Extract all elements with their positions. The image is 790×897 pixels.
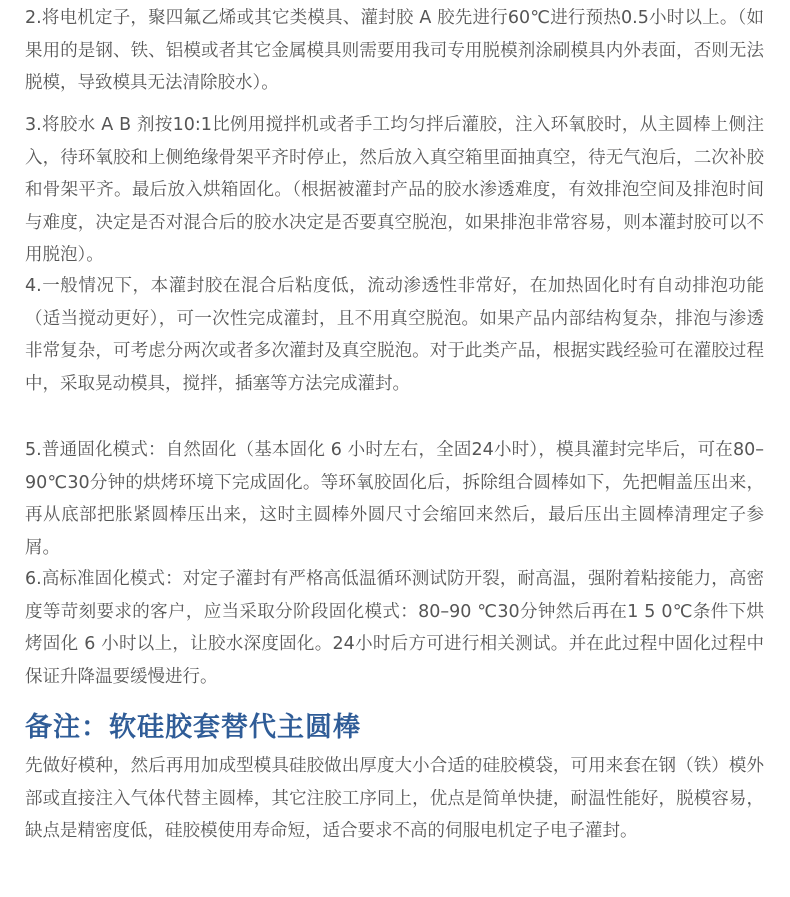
note-body-paragraph: 先做好模种，然后再用加成型模具硅胶做出厚度大小合适的硅胶模袋，可用来套在钢（铁）模外部或直接注入气体代替主圆棒，其它注胶工序同上，优点是简单快捷，耐温性能好，脱模容易，缺点是精密度低，硅胶模使用寿命短，适合要求不高的伺服电机定子电子灌封。 [25,756,764,841]
step-2-paragraph: 2.将电机定子，聚四氟乙烯或其它类模具、灌封胶 A 胶先进行60℃进行预热0.5小时以上。（如果用的是钢、铁、铝模或者其它金属模具则需要用我司专用脱模剂涂刷模具内外表面，否则无法脱模，导致模具无法清除胶水）。 [25,8,764,93]
step-4-paragraph: 4.一般情况下，本灌封胶在混合后粘度低，流动渗透性非常好，在加热固化时有自动排泡功能（适当搅动更好），可一次性完成灌封，且不用真空脱泡。如果产品内部结构复杂，排泡与渗透非常复杂，可考虑分两次或者多次灌封及真空脱泡。对于此类产品，根据实践经验可在灌胶过程中，采取晃动模具，搅拌，插塞等方法完成灌封。 [25,276,764,394]
step-6-paragraph: 6.高标准固化模式：对定子灌封有严格高低温循环测试防开裂，耐高温，强附着粘接能力，高密度等苛刻要求的客户，应当采取分阶段固化模式：80–90 ℃30分钟然后再在1 5 0℃条件下烘烤固化 6 小时以上，让胶水深度固化。24小时后方可进行相关测试。并在此过程中固化过程中保证升降温要缓慢进行。 [25,569,764,687]
step-3-paragraph: 3.将胶水 A B 剂按10:1比例用搅拌机或者手工均匀拌后灌胶，注入环氧胶时，从主圆棒上侧注入，待环氧胶和上侧绝缘骨架平齐时停止，然后放入真空箱里面抽真空，待无气泡后，二次补胶和骨架平齐。最后放入烘箱固化。（根据被灌封产品的胶水渗透难度，有效排泡空间及排泡时间与难度，决定是否对混合后的胶水决定是否要真空脱泡，如果排泡非常容易，则本灌封胶可以不用脱泡）。 [25,115,764,265]
step-5-paragraph: 5.普通固化模式：自然固化（基本固化 6 小时左右，全固24小时），模具灌封完毕后，可在80–90℃30分钟的烘烤环境下完成固化。等环氧胶固化后，拆除组合圆棒如下，先把帽盖压出来，再从底部把胀紧圆棒压出来，这时主圆棒外圆尺寸会缩回来然后，最后压出主圆棒清理定子参屑。 [25,440,764,558]
note-heading: 备注：软硅胶套替代主圆棒 [25,712,361,743]
